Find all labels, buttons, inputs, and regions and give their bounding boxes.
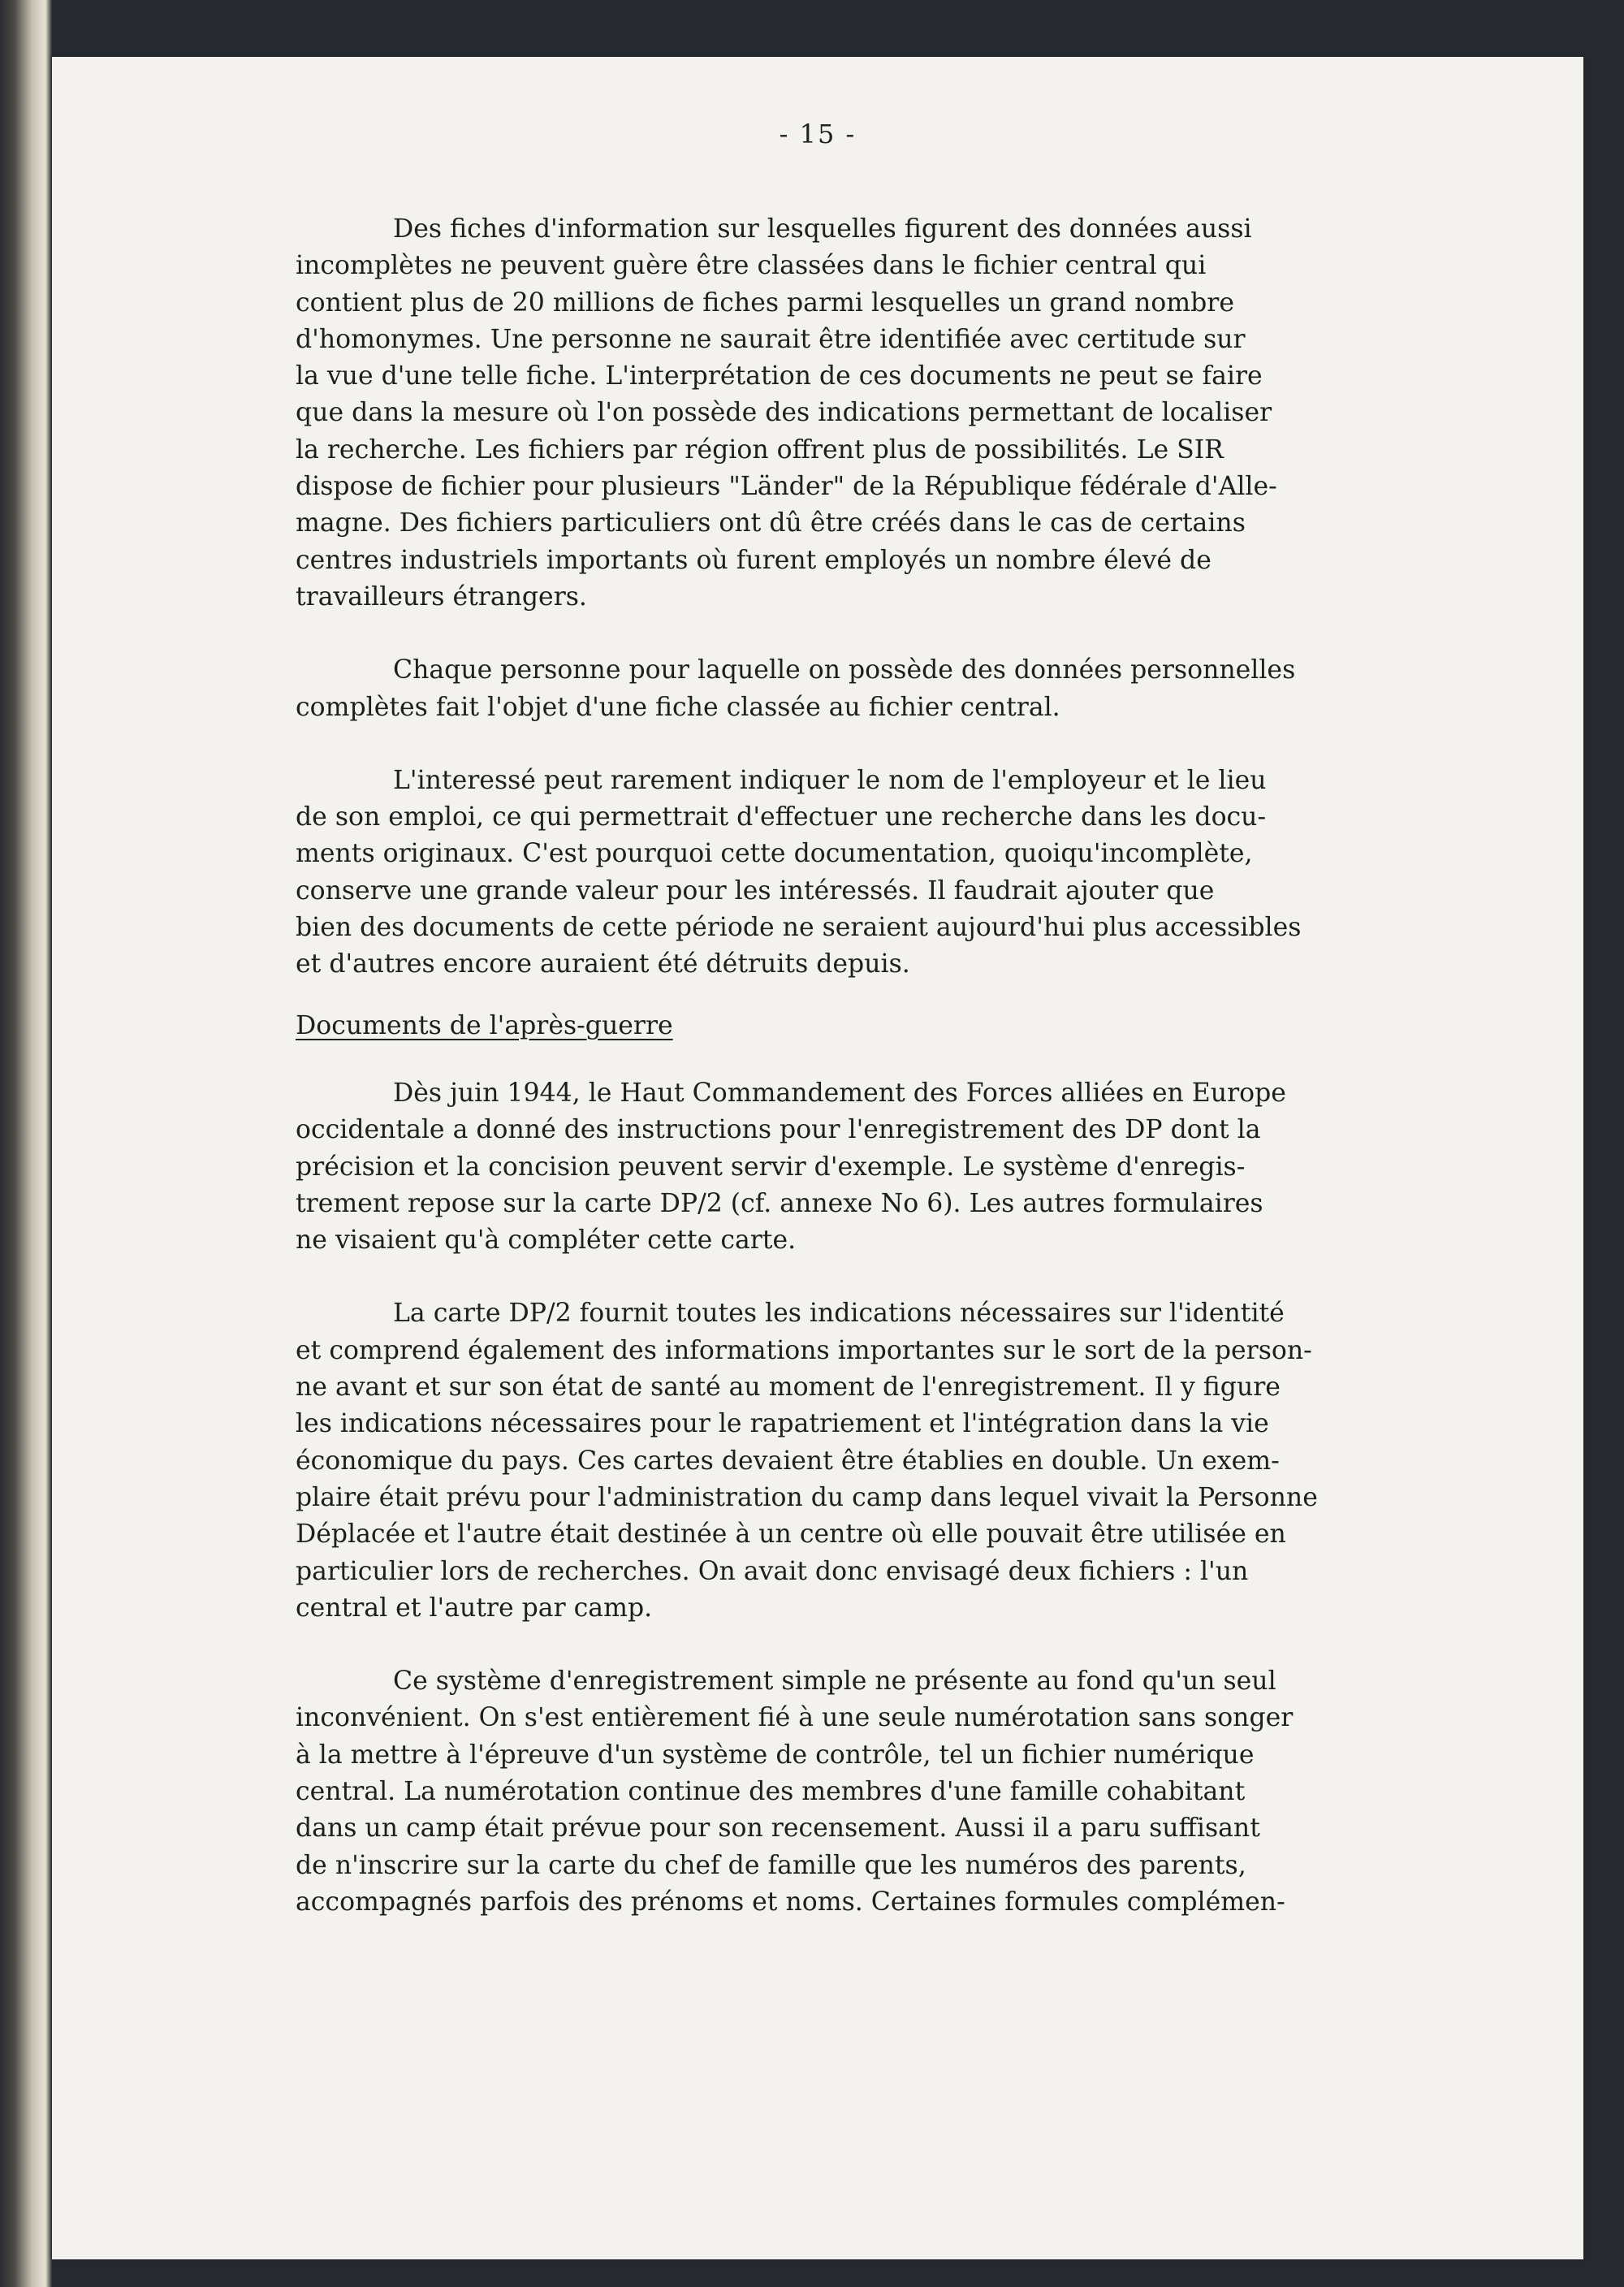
text-line: que dans la mesure où l'on possède des indications permettant de localiser <box>296 398 1272 428</box>
text-line: Des fiches d'information sur lesquelles figurent des données aussi <box>393 214 1252 244</box>
text-line: d'homonymes. Une personne ne saurait être identifiée avec certitude sur <box>296 324 1246 354</box>
document-body <box>296 211 1619 1921</box>
text-line: la recherche. Les fichiers par région offrent plus de possibilités. Le SIR <box>296 434 1224 465</box>
text-line: centres industriels importants où furent employés un nombre élevé de <box>296 545 1212 575</box>
text-line: magne. Des fichiers particuliers ont dû être créés dans le cas de certains <box>296 508 1246 538</box>
text-line: à la mettre à l'épreuve d'un système de contrôle, tel un fichier numérique <box>296 1740 1255 1770</box>
text-line: occidentale a donné des instructions pour l'enregistrement des DP dont la <box>296 1115 1261 1145</box>
text-line: conserve une grande valeur pour les intéressés. Il faudrait ajouter que <box>296 875 1215 906</box>
text-line: ne visaient qu'à compléter cette carte. <box>296 1226 797 1256</box>
paragraph <box>296 1075 1619 1259</box>
text-line: Dès juin 1944, le Haut Commandement des Forces alliées en Europe <box>393 1078 1286 1108</box>
text-line: de son emploi, ce qui permettrait d'effectuer une recherche dans les docu- <box>296 802 1267 832</box>
text-line: dans un camp était prévue pour son recensement. Aussi il a paru suffisant <box>296 1814 1260 1844</box>
text-line: plaire était prévu pour l'administration du camp dans lequel vivait la Personne <box>296 1482 1318 1512</box>
text-line: économique du pays. Ces cartes devaient être établies en double. Un exem- <box>296 1446 1280 1476</box>
text-line: accompagnés parfois des prénoms et noms. Certaines formules complémen- <box>296 1887 1285 1917</box>
text-line: ne avant et sur son état de santé au moment de l'enregistrement. Il y figure <box>296 1373 1281 1403</box>
paragraph <box>296 1295 1619 1627</box>
text-line: Déplacée et l'autre était destinée à un centre où elle pouvait être utilisée en <box>296 1520 1286 1550</box>
text-line: précision et la concision peuvent servir d'exemple. Le système d'enregis- <box>296 1152 1246 1182</box>
text-line: dispose de fichier pour plusieurs "Länder" de la République fédérale d'Alle- <box>296 472 1277 502</box>
text-line: bien des documents de cette période ne seraient aujourd'hui plus accessibles <box>296 913 1302 943</box>
text-line: de n'inscrire sur la carte du chef de famille que les numéros des parents, <box>296 1850 1246 1880</box>
text-line: travailleurs étrangers. <box>296 581 587 612</box>
document-page <box>52 57 1583 2259</box>
paragraph <box>296 211 1619 616</box>
text-line: incomplètes ne peuvent guère être classées dans le fichier central qui <box>296 251 1207 281</box>
text-line: trement repose sur la carte DP/2 (cf. annexe No 6). Les autres formulaires <box>296 1188 1263 1218</box>
paragraph <box>296 1663 1619 1921</box>
text-line: inconvénient. On s'est entièrement fié à une seule numérotation sans songer <box>296 1703 1294 1733</box>
text-line: Ce système d'enregistrement simple ne présente au fond qu'un seul <box>393 1667 1276 1697</box>
text-line: particulier lors de recherches. On avait donc envisagé deux fichiers : l'un <box>296 1556 1249 1586</box>
text-line: L'interessé peut rarement indiquer le nom de l'employeur et le lieu <box>393 765 1267 795</box>
paragraph <box>296 652 1619 726</box>
paragraph <box>296 763 1619 984</box>
text-line: contient plus de 20 millions de fiches parmi lesquelles un grand nombre <box>296 287 1234 318</box>
text-line: ments originaux. C'est pourquoi cette documentation, quoiqu'incomplète, <box>296 839 1253 869</box>
page-number: - 15 - <box>779 119 857 149</box>
left-page-edge <box>0 0 52 2287</box>
section-heading: Documents de l'après-guerre <box>296 1010 673 1040</box>
text-line: la vue d'une telle fiche. L'interprétation de ces documents ne peut se faire <box>296 361 1263 391</box>
text-line: et d'autres encore auraient été détruits depuis. <box>296 949 910 979</box>
text-line: et comprend également des informations importantes sur le sort de la person- <box>296 1335 1312 1365</box>
text-line: central. La numérotation continue des membres d'une famille cohabitant <box>296 1776 1246 1806</box>
text-line: La carte DP/2 fournit toutes les indications nécessaires sur l'identité <box>393 1299 1285 1329</box>
text-line: complètes fait l'objet d'une fiche classée au fichier central. <box>296 692 1060 722</box>
text-line: les indications nécessaires pour le rapatriement et l'intégration dans la vie <box>296 1409 1269 1439</box>
text-line: Chaque personne pour laquelle on possède des données personnelles <box>393 655 1296 685</box>
text-line: central et l'autre par camp. <box>296 1593 653 1623</box>
